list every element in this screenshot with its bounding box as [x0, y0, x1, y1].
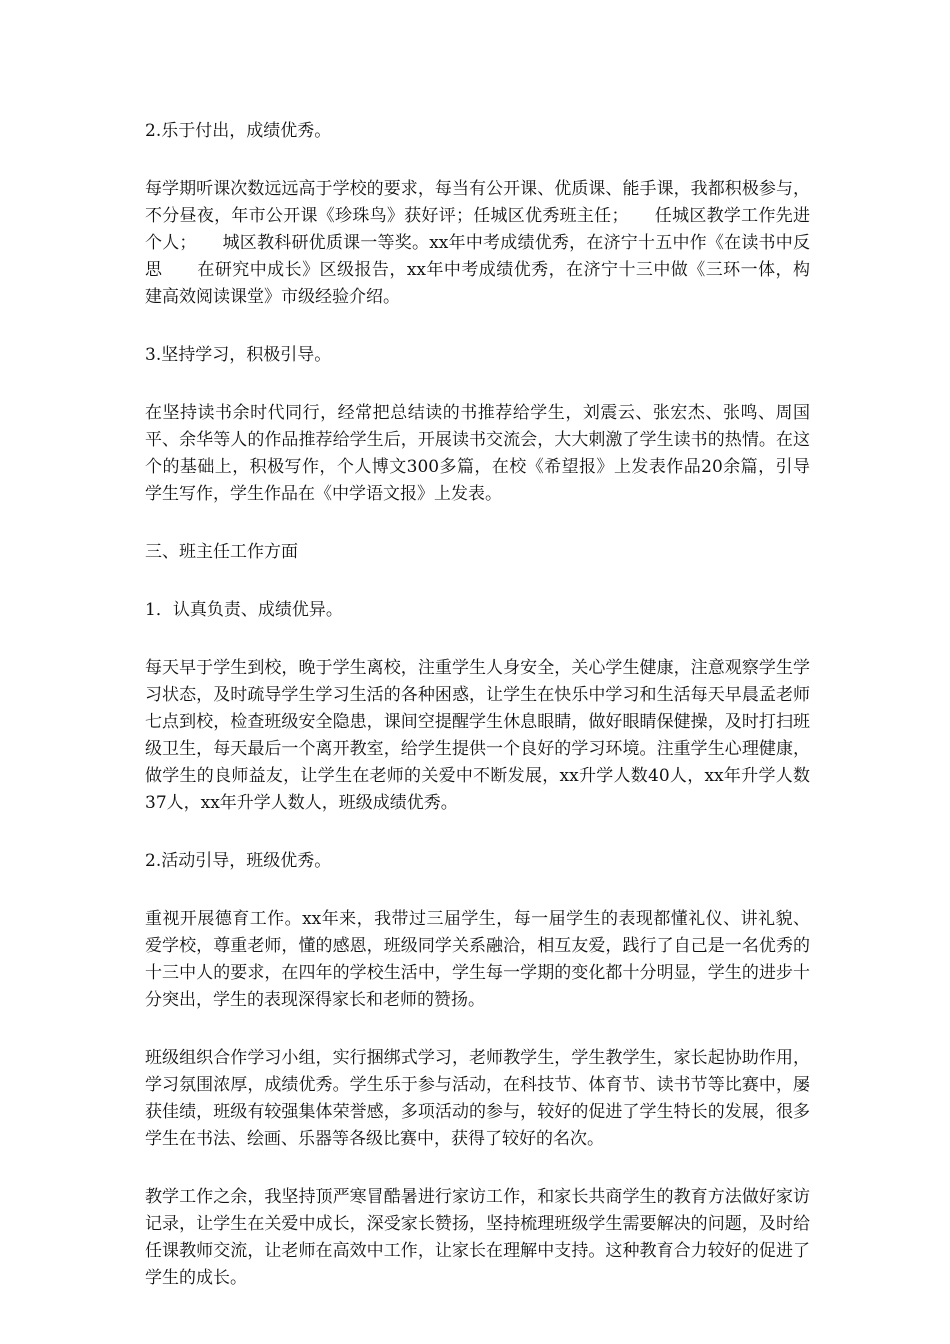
section-heading-3-study: 3.坚持学习，积极引导。 — [145, 345, 332, 365]
paragraph-lessons: 每学期听课次数远远高于学校的要求，每当有公开课、优质课、能手课，我都积极参与，不分昼夜，年市公开课《珍珠鸟》获好评；任城区优秀班主任； 任城区教学工作先进个人； 城区教科研优质课一等奖。xx年中考成绩优秀，在济宁十五中作《在读书中反思 在研究中成长》区级报告，xx年中考成绩优秀，在济宁十三中做《三环一体，构建高效阅读课堂》市级经验介绍。 — [145, 179, 810, 307]
section-heading-homeroom: 三、班主任工作方面 — [145, 542, 298, 562]
document-page — [145, 118, 810, 1323]
paragraph-cooperative-learning: 班级组织合作学习小组，实行捆绑式学习，老师教学生，学生教学生，家长起协助作用，学习氛围浓厚，成绩优秀。学生乐于参与活动，在科技节、体育节、读书节等比赛中，屡获佳绩，班级有较强集体荣誉感，多项活动的参与，较好的促进了学生特长的发展，很多学生在书法、绘画、乐器等各级比赛中，获得了较好的名次。 — [145, 1048, 810, 1149]
section-heading-1-responsible: 1．认真负责、成绩优异。 — [145, 600, 343, 620]
paragraph-daily-care: 每天早于学生到校，晚于学生离校，注重学生人身安全，关心学生健康，注意观察学生学习状态，及时疏导学生学习生活的各种困惑，让学生在快乐中学习和生活每天早晨孟老师七点到校，检查班级安全隐患，课间空提醒学生休息眼睛，做好眼睛保健操，及时打扫班级卫生，每天最后一个离开教室，给学生提供一个良好的学习环境。注重学生心理健康，做学生的良师益友，让学生在老师的关爱中不断发展，xx升学人数40人，xx年升学人数37人，xx年升学人数人，班级成绩优秀。 — [145, 658, 810, 813]
section-heading-2-activities: 2.活动引导，班级优秀。 — [145, 851, 332, 871]
section-heading-2-contribute: 2.乐于付出，成绩优秀。 — [145, 121, 332, 141]
paragraph-reading: 在坚持读书余时代同行，经常把总结读的书推荐给学生，刘震云、张宏杰、张鸣、周国平、余华等人的作品推荐给学生后，开展读书交流会，大大刺激了学生读书的热情。在这个的基础上，积极写作，个人博文300多篇，在校《希望报》上发表作品20余篇，引导学生写作，学生作品在《中学语文报》上发表。 — [145, 403, 810, 504]
paragraph-home-visits: 教学工作之余，我坚持顶严寒冒酷暑进行家访工作，和家长共商学生的教育方法做好家访记录，让学生在关爱中成长，深受家长赞扬，坚持梳理班级学生需要解决的问题，及时给任课教师交流，让老师在高效中工作，让家长在理解中支持。这种教育合力较好的促进了学生的成长。 — [145, 1187, 810, 1288]
paragraph-moral-education: 重视开展德育工作。xx年来，我带过三届学生，每一届学生的表现都懂礼仪、讲礼貌、爱学校，尊重老师，懂的感恩，班级同学关系融洽，相互友爱，践行了自己是一名优秀的十三中人的要求，在四年的学校生活中，学生每一学期的变化都十分明显，学生的进步十分突出，学生的表现深得家长和老师的赞扬。 — [145, 909, 810, 1010]
